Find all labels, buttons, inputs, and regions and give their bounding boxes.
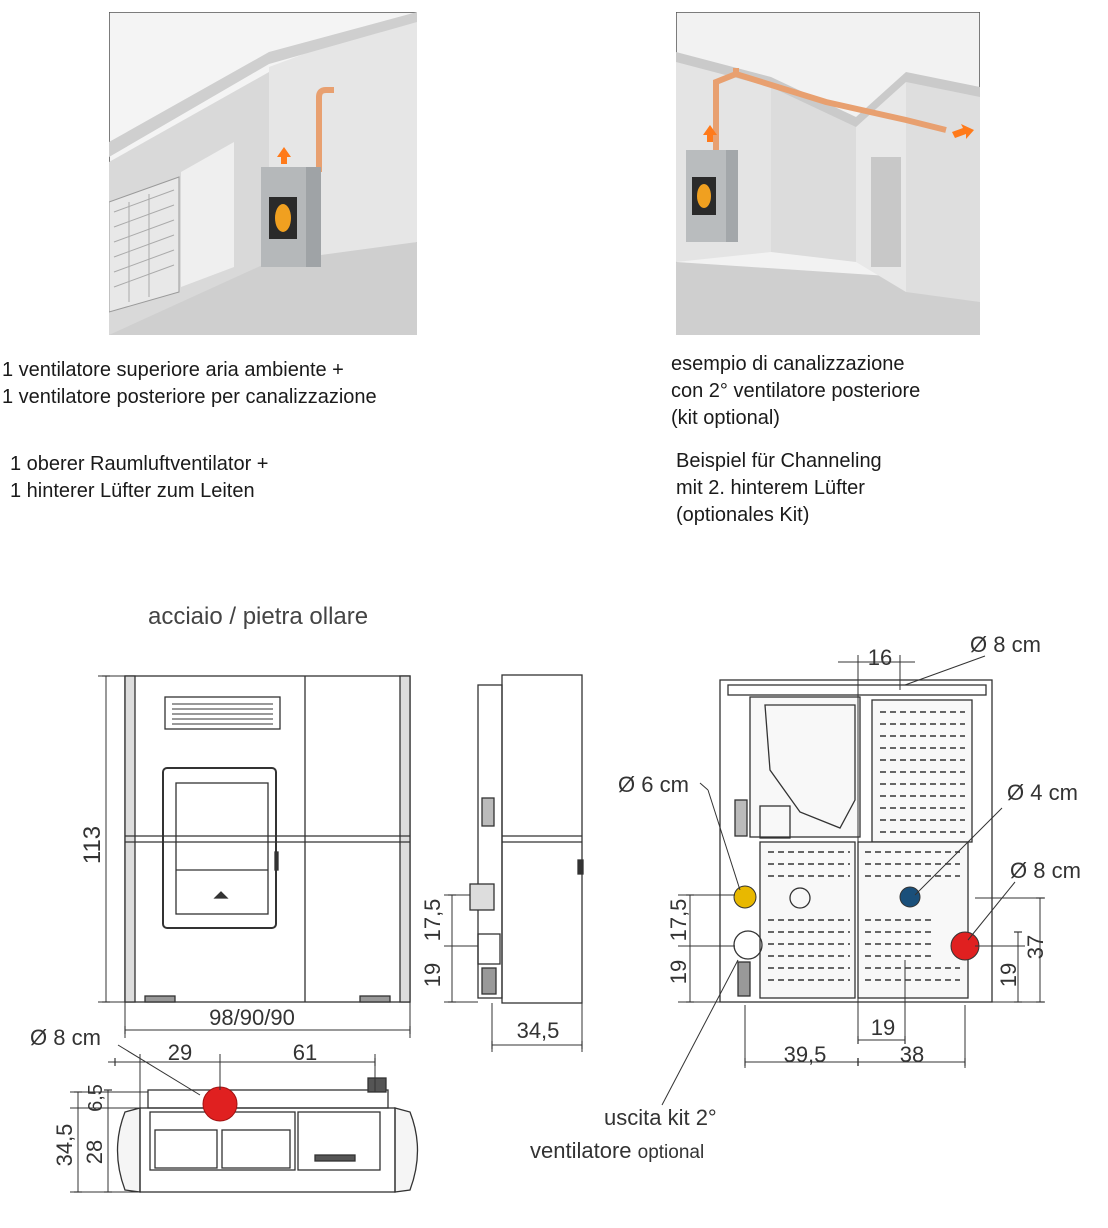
rear-view bbox=[720, 680, 992, 1002]
top-width2-label: 61 bbox=[292, 1040, 318, 1065]
front-height-label: 113 bbox=[79, 825, 106, 865]
rear-center-diameter-label: Ø 4 cm bbox=[1007, 780, 1078, 805]
rear-right-height2-label: 19 bbox=[996, 962, 1021, 988]
front-width-label: 98/90/90 bbox=[209, 1005, 295, 1030]
rear-top-diameter-label: Ø 8 cm bbox=[970, 632, 1041, 657]
material-title: acciaio / pietra ollare bbox=[148, 603, 369, 630]
side-height1-label: 17,5 bbox=[420, 898, 445, 942]
rear-bottom3-label: 38 bbox=[899, 1042, 925, 1067]
front-view bbox=[125, 676, 410, 1002]
top-depth-total-label: 34,5 bbox=[52, 1123, 77, 1167]
top-width1-label: 29 bbox=[167, 1040, 193, 1065]
caption-right-italian-line1: esempio di canalizzazione bbox=[671, 353, 905, 375]
rear-left-diameter-label: Ø 6 cm bbox=[618, 772, 689, 797]
rear-right-height1-label: 37 bbox=[1023, 934, 1048, 960]
side-height2-label: 19 bbox=[420, 962, 445, 988]
caption-right-italian-line2: con 2° ventilatore posteriore bbox=[671, 380, 921, 402]
rear-left-height1-label: 17,5 bbox=[666, 898, 691, 942]
rear-left-height2-label: 19 bbox=[666, 959, 691, 985]
rear-outlet-blue bbox=[900, 887, 920, 907]
rear-bottom1-label: 19 bbox=[870, 1015, 896, 1040]
rear-note-line2b: optional bbox=[637, 1142, 705, 1163]
caption-right-german-line3: (optionales Kit) bbox=[676, 504, 810, 526]
side-view bbox=[470, 675, 583, 1003]
caption-left-italian-line2: 1 ventilatore posteriore per canalizzazione bbox=[2, 386, 377, 408]
top-depth1-label: 6,5 bbox=[85, 1084, 107, 1112]
rear-note-line1: uscita kit 2° bbox=[604, 1105, 717, 1130]
rear-bottom2-label: 39,5 bbox=[783, 1042, 827, 1067]
caption-right-german-line2: mit 2. hinterem Lüfter bbox=[676, 477, 865, 499]
rear-right-diameter-label: Ø 8 cm bbox=[1010, 858, 1081, 883]
rear-top-offset-label: 16 bbox=[867, 645, 893, 670]
rear-outlet-yellow bbox=[734, 886, 756, 908]
top-outlet-red bbox=[203, 1087, 237, 1121]
top-diameter-label: Ø 8 cm bbox=[30, 1025, 101, 1050]
top-depth2-label: 28 bbox=[82, 1139, 107, 1165]
caption-right-italian-line3: (kit optional) bbox=[671, 407, 780, 429]
rear-outlet-red bbox=[951, 932, 979, 960]
top-view bbox=[118, 1078, 418, 1192]
caption-left-german-line2: 1 hinterer Lüfter zum Leiten bbox=[10, 480, 255, 502]
rear-note-line2 bbox=[530, 1138, 704, 1163]
caption-left-german-line1: 1 oberer Raumluftventilator + bbox=[10, 453, 269, 475]
caption-left-italian-line1: 1 ventilatore superiore aria ambiente + bbox=[2, 359, 344, 381]
rear-note-line2a: ventilatore bbox=[530, 1138, 638, 1163]
side-depth-label: 34,5 bbox=[516, 1018, 560, 1043]
caption-right-german-line1: Beispiel für Channeling bbox=[676, 450, 882, 472]
